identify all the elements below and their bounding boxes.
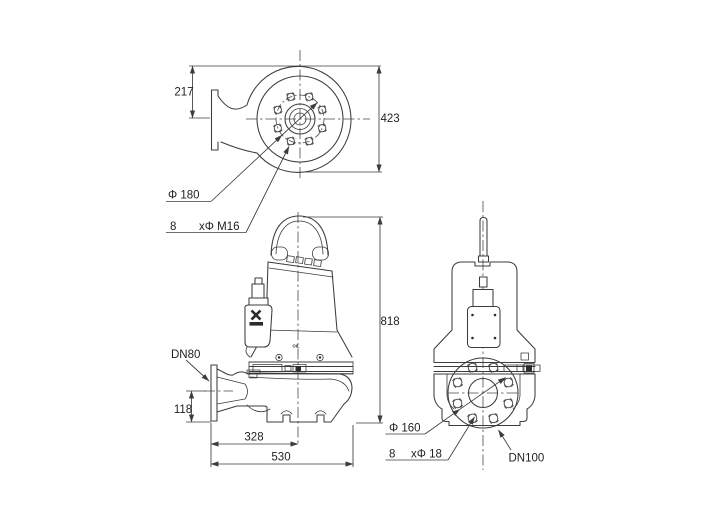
bolt-count-front-label: 8	[389, 448, 396, 461]
leader-dn100	[499, 430, 512, 450]
brand-wordmark	[250, 322, 264, 326]
bolt-circle-180-label: Φ 180	[168, 189, 200, 202]
handle-lug-left	[272, 247, 288, 260]
chamber-screw	[276, 354, 282, 360]
dn100-label: DN100	[508, 452, 545, 465]
bolt-count-top-label: 8	[170, 221, 177, 233]
side-view	[171, 212, 400, 467]
front-gland-cap	[480, 277, 488, 287]
front-gland-base	[473, 290, 493, 307]
bolt-hole	[452, 377, 463, 388]
top-view	[166, 50, 400, 233]
dim-118-label: 118	[173, 404, 193, 416]
chamber-screw	[317, 354, 323, 360]
clamp-lock	[253, 365, 282, 372]
side-volute-outline	[217, 369, 352, 422]
motor-body-right	[332, 271, 352, 357]
dim-818-label: 818	[380, 316, 400, 328]
bolt-spec-top-label: xΦ M16	[199, 221, 240, 233]
volute-interior-line	[250, 377, 349, 391]
front-junction-box	[468, 307, 501, 348]
bolt-circle-160-label: Φ 160	[389, 422, 421, 435]
shoulder-tab	[521, 353, 529, 360]
dn80-label: DN80	[171, 349, 201, 361]
leader-phi180-near	[211, 135, 282, 201]
dim-217-label: 217	[174, 86, 194, 99]
junction-box-tail	[246, 347, 250, 357]
gland-stem	[252, 284, 264, 298]
bolt-hole	[452, 398, 463, 409]
cable-connector	[479, 256, 489, 262]
leader-m16	[246, 147, 289, 233]
bolt-hole	[488, 413, 499, 424]
dim-530-label: 530	[271, 451, 291, 464]
front-clamp-band	[434, 363, 540, 375]
clamp-band	[249, 362, 353, 378]
leader-phi18	[448, 417, 475, 460]
leader-dn80	[186, 360, 209, 381]
lifting-handle-inner	[276, 221, 323, 254]
motor-joint-line	[266, 330, 337, 332]
front-view	[386, 201, 545, 470]
handle-lug-right	[313, 247, 329, 260]
dn80-flange	[211, 365, 217, 421]
bolt-hole	[318, 124, 327, 133]
dim-328-label: 328	[244, 431, 264, 444]
bolt-hole-spec-label: xΦ 18	[411, 448, 442, 461]
dim-423-label: 423	[380, 113, 400, 125]
top-discharge-flange	[212, 90, 219, 150]
oil-label: OIL	[292, 343, 300, 349]
discharge-throat	[217, 377, 248, 404]
bolt-hole	[503, 377, 514, 388]
power-cable	[480, 218, 487, 257]
bolt-hole	[503, 398, 514, 409]
bolt-hole	[467, 413, 478, 424]
